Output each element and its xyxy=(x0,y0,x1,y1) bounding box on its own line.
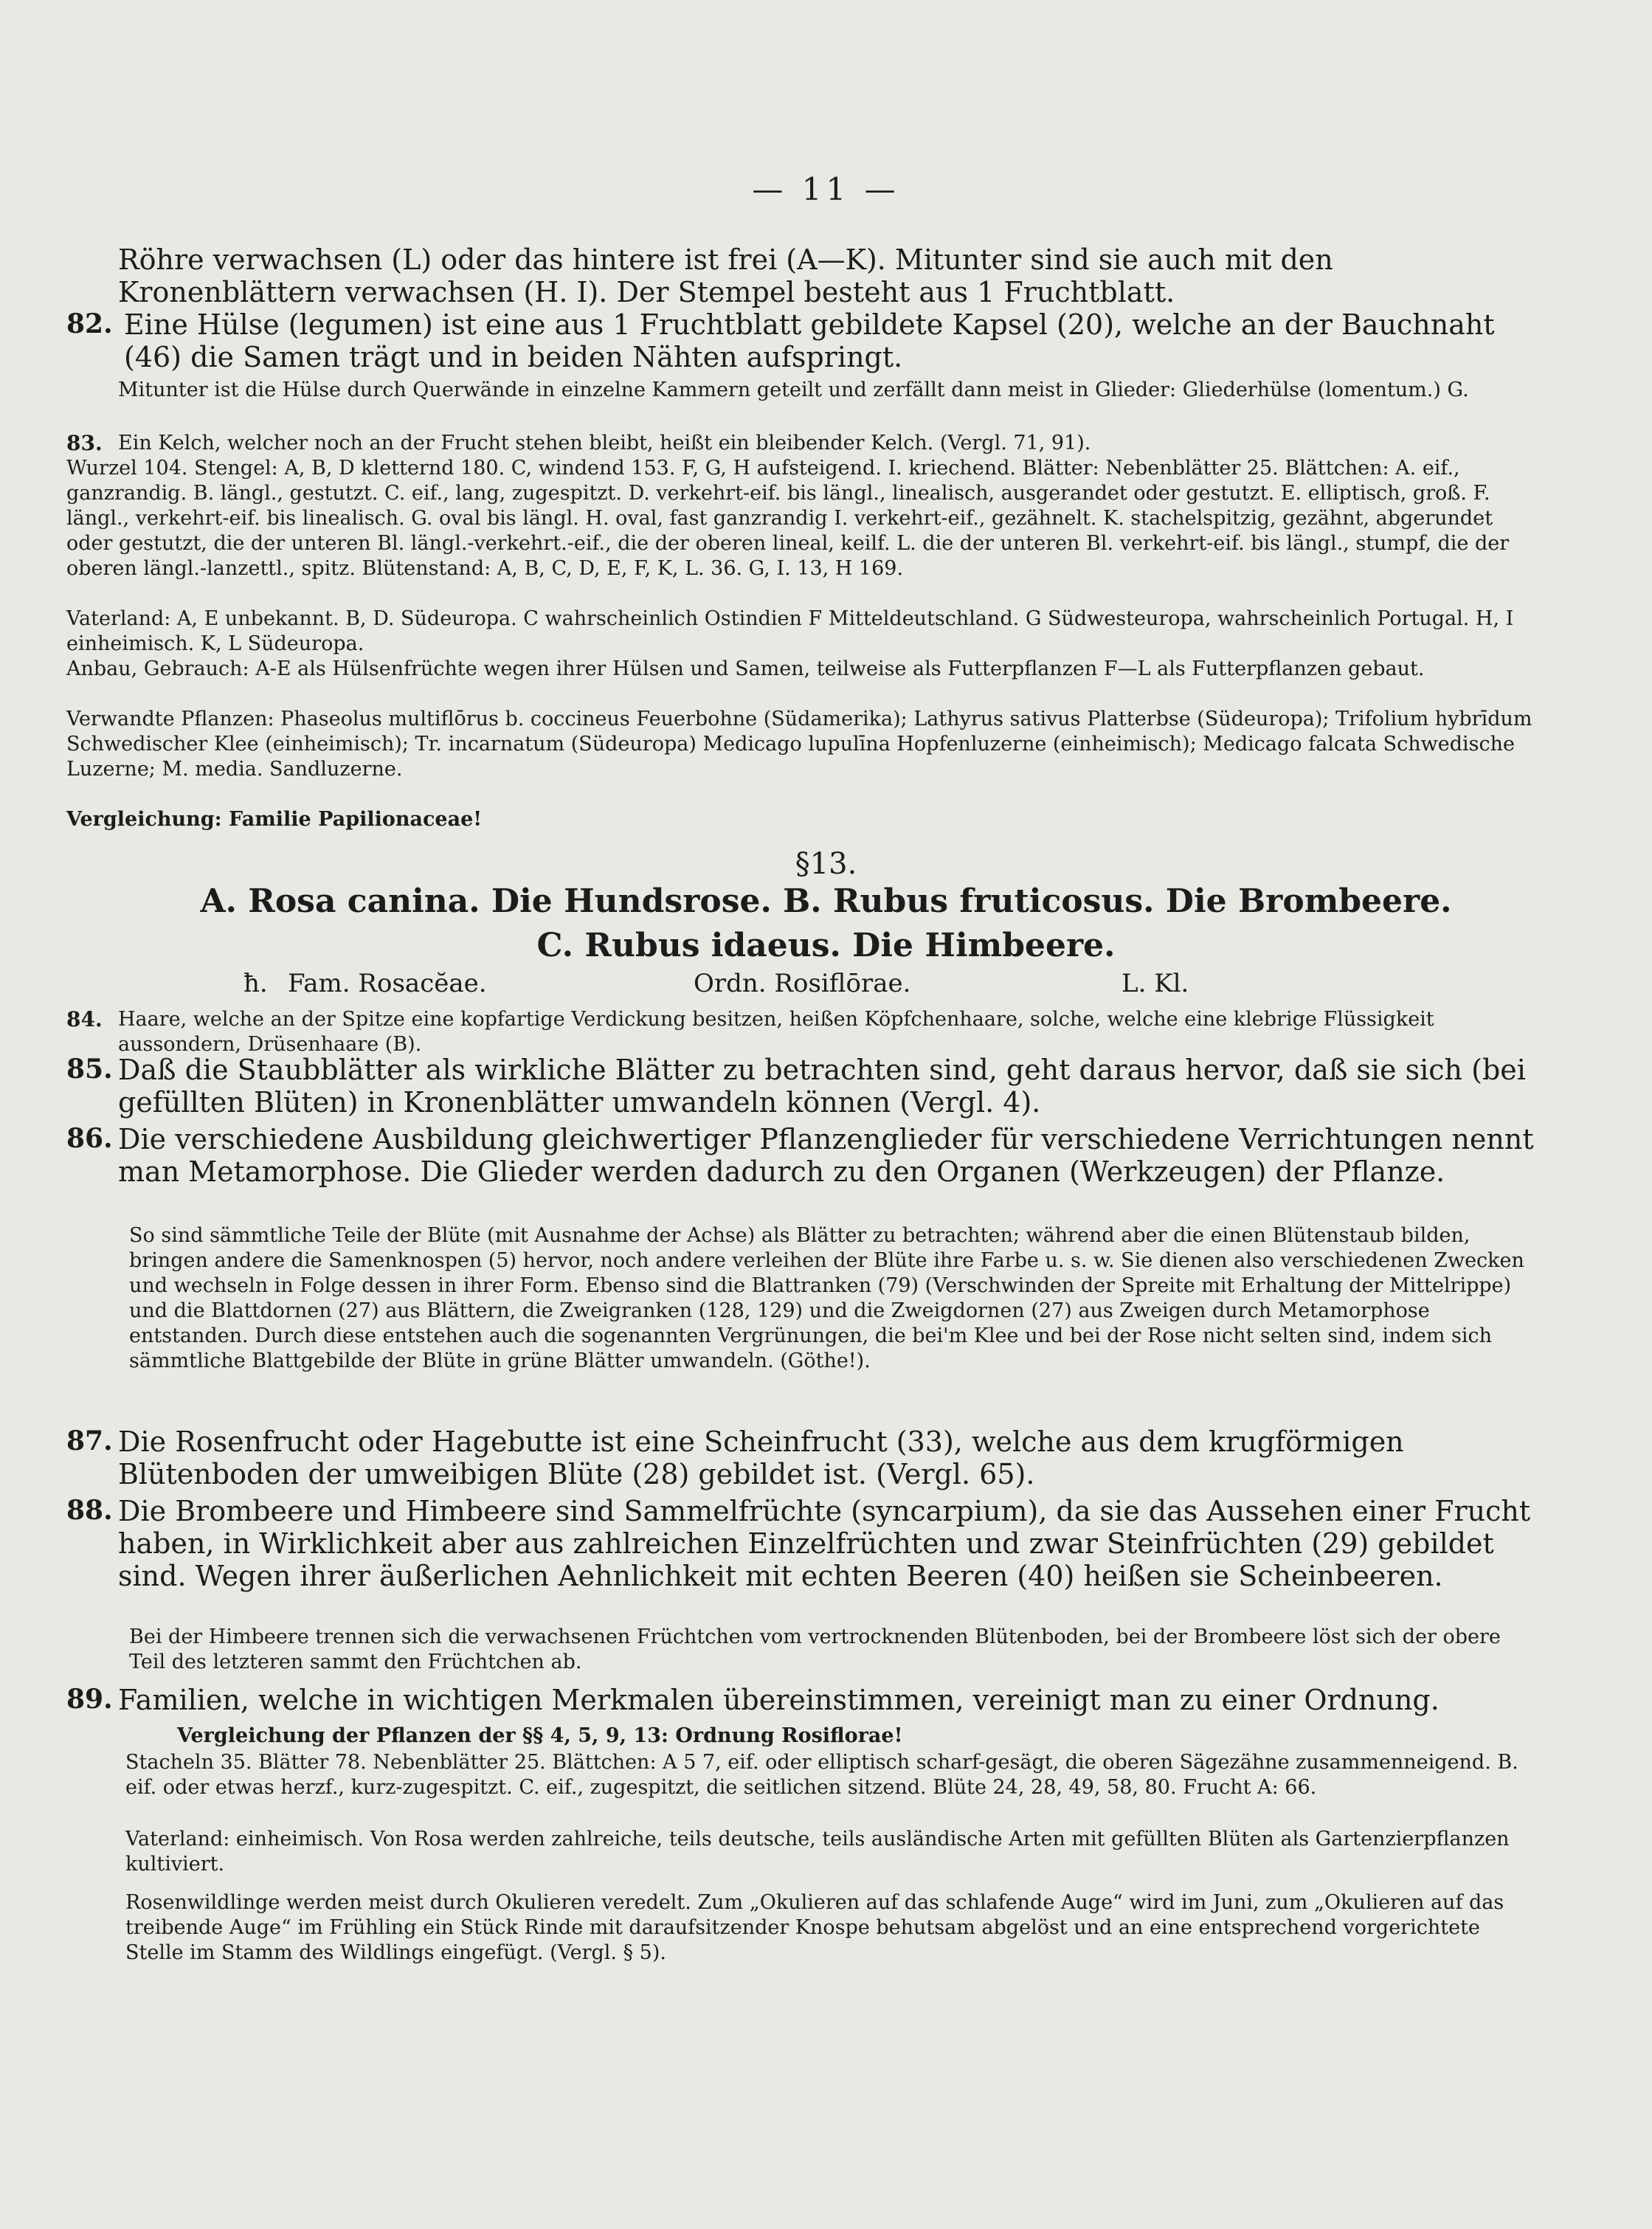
section-number: §13. xyxy=(795,847,857,881)
paragraph-number-84: 84. xyxy=(66,1007,103,1031)
shrub-symbol: ħ. xyxy=(243,969,268,998)
section-title: A. Rosa canina. Die Hundsrose. B. Rubus fruticosus. Die Brombeere. xyxy=(200,882,1452,920)
description-stacheln: Stacheln 35. Blätter 78. Nebenblätter 25. Blättchen: A 5 7, eif. oder elliptisch scharf-gesägt, die oberen Sägezähne zusammenneigend. B. eif. oder etwas herzf., kurz-zugespitzt. C. eif., zugespitzt, die seitlichen sitzend. Blüte 24, 28, 49, 58, 80. Frucht A: 66. xyxy=(125,1751,1518,1799)
family-label: Fam. Rosacĕae. xyxy=(288,969,487,998)
description-vaterland-rosa: Vaterland: einheimisch. Von Rosa werden zahlreiche, teils deutsche, teils ausländische Arten mit gefüllten Blüten als Gartenzierpflanzen kultiviert. xyxy=(125,1828,1510,1876)
paragraph-86-note: So sind sämmtliche Teile der Blüte (mit Ausnahme der Achse) als Blätter zu betrachten; während aber die einen Blütenstaub bilden, bringen andere die Samenknospen (5) hervor, noch andere verleihen der Blüte ihre Farbe u. s. w. Sie dienen also verschiedenen Zwecken und wechseln in Folge dessen in ihrer Form. Ebenso sind die Blattranken (79) (Verschwinden der Spreite mit Erhaltung der Mittelrippe) und die Blattdornen (27) aus Blättern, die Zweigranken (128, 129) und die Zweigdornen (27) aus Zweigen durch Metamorphose entstanden. Durch diese entstehen auch die sogenannten Vergrünungen, die bei'm Klee und bei der Rose nicht selten sind, indem sich sämmtliche Blattgebilde der Blüte in grüne Blätter umwandeln. (Göthe!). xyxy=(129,1224,1524,1372)
paragraph-87: Die Rosenfrucht oder Hagebutte ist eine Scheinfrucht (33), welche aus dem krugförmigen Blütenboden der umweibigen Blüte (28) gebildet ist. (Vergl. 65). xyxy=(118,1425,1404,1490)
paragraph-82: Eine Hülse (legumen) ist eine aus 1 Fruchtblatt gebildete Kapsel (20), welche an der Bauchnaht (46) die Samen trägt und in beiden Nähten aufspringt. xyxy=(124,308,1495,373)
paragraph-number-86: 86. xyxy=(66,1123,113,1154)
order-label: Ordn. Rosiflōrae. xyxy=(694,969,911,998)
paragraph-number-89: 89. xyxy=(66,1684,113,1715)
description-verwandte-pflanzen: Verwandte Pflanzen: Phaseolus multiflōrus b. coccineus Feuerbohne (Südamerika); Lathyrus sativus Platterbse (Südeuropa); Trifolium hybrīdum Schwedischer Klee (einheimisch); Tr. incarnatum (Südeuropa) Medicago lupulīna Hopfenluzerne (einheimisch); Medicago falcata Schwedische Luzerne; M. media. Sandluzerne. xyxy=(66,708,1532,781)
description-vaterland: Vaterland: A, E unbekannt. B, D. Südeuropa. C wahrscheinlich Ostindien F Mitteldeutschland. G Südwesteuropa, wahrscheinlich Portugal. H, I einheimisch. K, L Südeuropa. xyxy=(66,607,1514,655)
paragraph-number-83: 83. xyxy=(66,431,103,455)
paragraph-84: Haare, welche an der Spitze eine kopfartige Verdickung besitzen, heißen Köpfchenhaare, solche, welche eine klebrige Flüssigkeit aussondern, Drüsenhaare (B). xyxy=(118,1008,1434,1056)
paragraph-89: Familien, welche in wichtigen Merkmalen übereinstimmen, vereinigt man zu einer Ordnung. xyxy=(118,1684,1440,1716)
paragraph-83: Ein Kelch, welcher noch an der Frucht stehen bleibt, heißt ein bleibender Kelch. (Vergl. 71, 91). xyxy=(118,432,1091,455)
page-number: — 11 — xyxy=(752,171,900,207)
paragraph-82-note: Mitunter ist die Hülse durch Querwände in einzelne Kammern geteilt und zerfällt dann meist in Glieder: Gliederhülse (lomentum.) G. xyxy=(118,379,1469,401)
section-subtitle: C. Rubus idaeus. Die Himbeere. xyxy=(536,927,1116,964)
comparison-line: Vergleichung: Familie Papilionaceae! xyxy=(66,808,483,831)
paragraph-88-note: Bei der Himbeere trennen sich die verwachsenen Früchtchen vom vertrocknenden Blütenboden, bei der Brombeere löst sich der obere Teil des letzteren sammt den Früchtchen ab. xyxy=(129,1625,1501,1673)
class-label: L. Kl. xyxy=(1122,969,1189,998)
description-anbau: Anbau, Gebrauch: A-E als Hülsenfrüchte wegen ihrer Hülsen und Samen, teilweise als Futterpflanzen F—L als Futterpflanzen gebaut. xyxy=(66,657,1425,680)
paragraph-number-82: 82. xyxy=(66,308,113,339)
paragraph-88: Die Brombeere und Himbeere sind Sammelfrüchte (syncarpium), da sie das Aussehen einer Frucht haben, in Wirklichkeit aber aus zahlreichen Einzelfrüchten und zwar Steinfrüchten (29) gebildet sind. Wegen ihrer äußerlichen Aehnlichkeit mit echten Beeren (40) heißen sie Scheinbeeren. xyxy=(118,1495,1531,1592)
paragraph-number-87: 87. xyxy=(66,1425,113,1456)
description-wurzel: Wurzel 104. Stengel: A, B, D kletternd 180. C, windend 153. F, G, H aufsteigend. I. kriechend. Blätter: Nebenblätter 25. Blättchen: A. eif., ganzrandig. B. längl., gestutzt. C. eif., lang, zugespitzt. D. verkehrt-eif. bis längl., linealisch, ausgerandet oder gestutzt. E. elliptisch, groß. F. längl., verkehrt-eif. bis linealisch. G. oval bis längl. H. oval, fast ganzrandig I. verkehrt-eif., gezähnelt. K. stachelspitzig, gezähnt, abgerundet oder gestutzt, die der unteren Bl. längl.-verkehrt.-eif., die der oberen lineal, keilf. L. die der unteren Bl. verkehrt-eif. bis längl., stumpf, die der oberen längl.-lanzettl., spitz. Blütenstand: A, B, C, D, E, F, K, L. 36. G, I. 13, H 169. xyxy=(66,457,1510,580)
paragraph-86: Die verschiedene Ausbildung gleichwertiger Pflanzenglieder für verschiedene Verrichtungen nennt man Metamorphose. Die Glieder werden dadurch zu den Organen (Werkzeugen) der Pflanze. xyxy=(118,1123,1534,1188)
description-rosenwildlinge: Rosenwildlinge werden meist durch Okulieren veredelt. Zum „Okulieren auf das schlafende Auge“ wird im Juni, zum „Okulieren auf das treibende Auge“ im Frühling ein Stück Rinde mit daraufsitzender Knospe behutsam abgelöst und an eine entsprechend vorgerichtete Stelle im Stamm des Wildlings eingefügt. (Vergl. § 5). xyxy=(125,1891,1504,1964)
paragraph-number-88: 88. xyxy=(66,1495,113,1526)
paragraph-number-85: 85. xyxy=(66,1054,113,1085)
comparison-order-line: Vergleichung der Pflanzen der §§ 4, 5, 9, 13: Ordnung Rosiflorae! xyxy=(177,1724,903,1747)
paragraph-81-continued: Röhre verwachsen (L) oder das hintere ist frei (A—K). Mitunter sind sie auch mit den Kronenblättern verwachsen (H. I). Der Stempel besteht aus 1 Fruchtblatt. xyxy=(118,243,1333,308)
paragraph-85: Daß die Staubblätter als wirkliche Blätter zu betrachten sind, geht daraus hervor, daß sie sich (bei gefüllten Blüten) in Kronenblätter umwandeln können (Vergl. 4). xyxy=(118,1054,1526,1119)
